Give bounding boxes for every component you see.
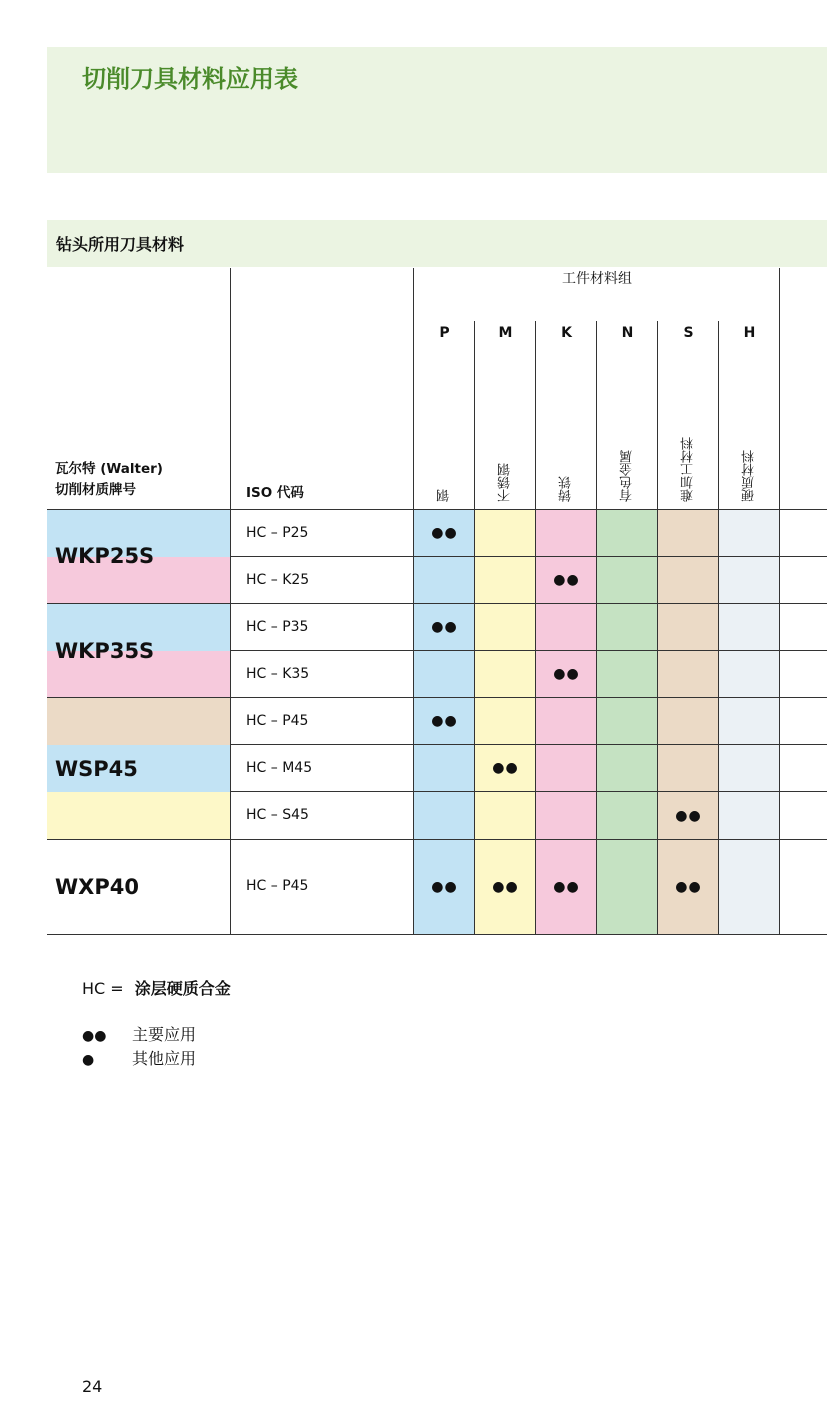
brand-wkp35s: WKP35S bbox=[55, 639, 155, 663]
col-name-k-text: 铸铁 bbox=[559, 476, 574, 502]
vline-iso-left bbox=[230, 268, 231, 935]
col-name-p bbox=[414, 372, 475, 502]
iso-code: HC – P45 bbox=[246, 713, 309, 729]
page-title: 切削刀具材料应用表 bbox=[82, 65, 298, 93]
vline-k-left bbox=[535, 321, 536, 935]
hline-row3 bbox=[230, 650, 827, 651]
legend-secondary bbox=[82, 1046, 196, 1069]
col-bg-h bbox=[719, 510, 780, 935]
usage-dots: ●● bbox=[553, 572, 580, 588]
walter-grade-header bbox=[55, 459, 163, 501]
col-name-s-text: 难加工材料 bbox=[681, 437, 696, 502]
iso-code: HC – M45 bbox=[246, 760, 313, 776]
walter-header-line2: 切削材质牌号 bbox=[55, 482, 136, 498]
col-bg-s bbox=[658, 510, 719, 935]
legend-double-text: 主要应用 bbox=[132, 1025, 197, 1044]
col-name-k bbox=[536, 372, 597, 502]
iso-code: HC – P25 bbox=[246, 525, 309, 541]
usage-dots: ●● bbox=[431, 879, 458, 895]
hline-row5 bbox=[230, 744, 827, 745]
col-letter-s: S bbox=[683, 325, 694, 341]
iso-code-header: ISO 代码 bbox=[246, 485, 304, 501]
usage-dots: ●● bbox=[492, 760, 519, 776]
section-title: 钻头所用刀具材料 bbox=[56, 235, 185, 254]
usage-dots: ●● bbox=[675, 808, 702, 824]
iso-code: HC – K25 bbox=[246, 572, 310, 588]
hline-row7 bbox=[47, 839, 827, 840]
usage-dots: ●● bbox=[675, 879, 702, 895]
brand-wkp25s: WKP25S bbox=[55, 544, 155, 568]
col-name-h-text: 硬质材料 bbox=[742, 450, 757, 502]
title-band bbox=[47, 47, 827, 173]
usage-dots: ●● bbox=[431, 713, 458, 729]
legend-hc-text: 涂层硬质合金 bbox=[134, 979, 231, 998]
vline-s-left bbox=[657, 321, 658, 935]
page-number: 24 bbox=[82, 1377, 103, 1396]
brand-bg-wsp45-p bbox=[47, 698, 230, 745]
iso-code: HC – P45 bbox=[246, 878, 309, 894]
walter-header-line1: 瓦尔特 (Walter) bbox=[55, 461, 163, 477]
hline-row6 bbox=[230, 791, 827, 792]
col-letter-n: N bbox=[621, 325, 634, 341]
section-band bbox=[47, 220, 827, 267]
hline-row1 bbox=[230, 556, 827, 557]
iso-code: HC – K35 bbox=[246, 666, 310, 682]
hline-table-bottom bbox=[47, 934, 827, 935]
col-letter-m: M bbox=[498, 325, 513, 341]
hline-header-bottom bbox=[47, 509, 827, 510]
legend-double-dot: ●● bbox=[82, 1028, 107, 1044]
hline-row4 bbox=[47, 697, 827, 698]
col-name-m-text: 不锈钢 bbox=[498, 463, 513, 502]
usage-dots: ●● bbox=[431, 619, 458, 635]
col-name-p-text: 钢 bbox=[437, 489, 452, 502]
legend-hc bbox=[82, 976, 231, 999]
vline-n-left bbox=[596, 321, 597, 935]
col-name-h bbox=[719, 372, 780, 502]
col-bg-m bbox=[475, 510, 536, 935]
vline-p-left bbox=[413, 268, 414, 935]
usage-dots: ●● bbox=[492, 879, 519, 895]
legend-hc-label: HC = bbox=[82, 979, 124, 998]
iso-code: HC – S45 bbox=[246, 807, 309, 823]
col-name-n-text: 有色金属 bbox=[620, 450, 635, 502]
legend-single-dot: ● bbox=[82, 1052, 95, 1068]
legend-primary bbox=[82, 1022, 196, 1045]
brand-wxp40: WXP40 bbox=[55, 875, 139, 899]
usage-dots: ●● bbox=[553, 666, 580, 682]
col-name-s bbox=[658, 372, 719, 502]
col-bg-n bbox=[597, 510, 658, 935]
brand-wsp45: WSP45 bbox=[55, 757, 138, 781]
col-name-m bbox=[475, 372, 536, 502]
col-name-n bbox=[597, 372, 658, 502]
col-letter-h: H bbox=[743, 325, 756, 341]
hline-row2 bbox=[47, 603, 827, 604]
col-letter-k: K bbox=[561, 325, 572, 341]
group-title: 工件材料组 bbox=[562, 271, 632, 287]
vline-h-left bbox=[718, 321, 719, 935]
brand-bg-wsp45-s bbox=[47, 792, 230, 839]
col-letter-p: P bbox=[439, 325, 450, 341]
legend-single-text: 其他应用 bbox=[132, 1049, 197, 1068]
vline-right bbox=[779, 268, 780, 935]
iso-code: HC – P35 bbox=[246, 619, 309, 635]
usage-dots: ●● bbox=[553, 879, 580, 895]
usage-dots: ●● bbox=[431, 525, 458, 541]
